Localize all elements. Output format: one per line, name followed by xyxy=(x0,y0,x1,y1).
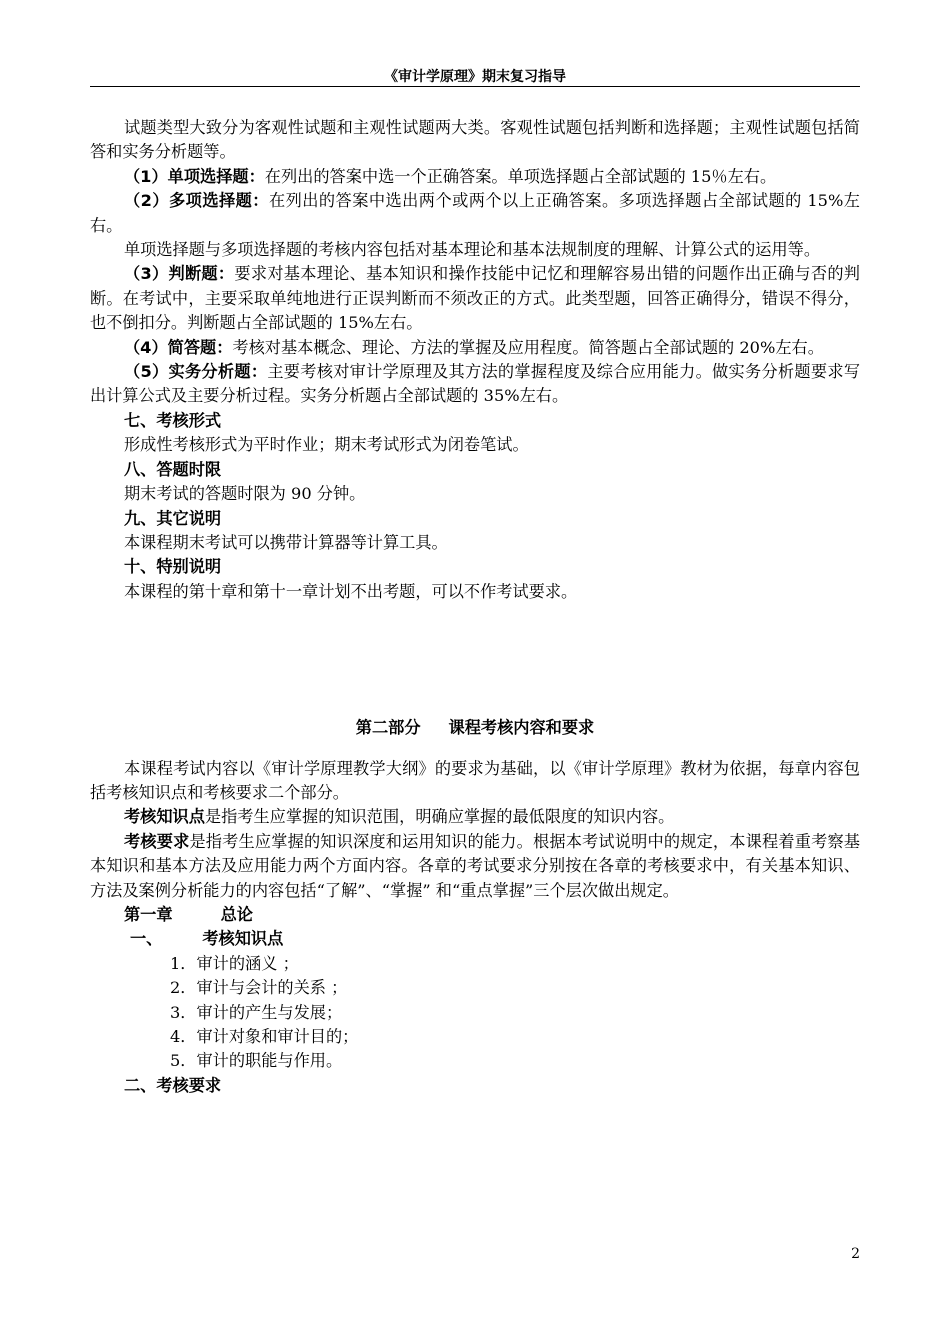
list-item: 2．审计与会计的关系 ； xyxy=(170,978,348,998)
chapter-1-section-2-heading: 二、考核要求 xyxy=(124,1075,222,1095)
list-item: 3．审计的产生与发展； xyxy=(170,1002,343,1022)
question-type-2-label: （2）多项选择题： xyxy=(124,191,269,211)
part-two-label: 第二部分 xyxy=(355,718,421,738)
question-type-1 xyxy=(90,165,860,189)
section-7-heading: 七、考核形式 xyxy=(124,410,222,430)
list-item: 1．审计的涵义 ； xyxy=(170,953,299,973)
knowledge-points-text: 是指考生应掌握的知识范围，明确应掌握的最低限度的知识内容。 xyxy=(204,807,675,827)
question-type-4-text: 考核对基本概念、理论、方法的掌握及应用程度。简答题占全部试题的 20%左右。 xyxy=(232,337,824,357)
document-body xyxy=(90,116,860,1098)
section-9-text: 本课程期末考试可以携带计算器等计算工具。 xyxy=(124,532,448,552)
chapter-1-section-1-heading xyxy=(90,927,860,951)
list-item: 4．审计对象和审计目的； xyxy=(170,1027,359,1046)
page-number: 2 xyxy=(851,1246,860,1262)
question-type-5-text: 主要考核对审计学原理及其方法的掌握程度及综合应用能力。做实务分析题要求写出计算公式及主要分析过程。实务分析题占全部试题的 35%左右。 xyxy=(90,362,861,406)
question-type-5-label: （5）实务分析题： xyxy=(124,362,268,382)
choice-note: 单项选择题与多项选择题的考核内容包括对基本理论和基本法规制度的理解、计算公式的运用等。 xyxy=(124,240,821,260)
chapter-1-title: 总论 xyxy=(220,904,253,924)
part-two-title xyxy=(90,716,860,740)
part-two-intro: 本课程考试内容以《审计学原理教学大纲》的要求为基础，以《审计学原理》教材为依据，每章内容包括考核知识点和考核要求二个部分。 xyxy=(90,758,860,802)
question-type-3 xyxy=(90,262,860,335)
question-type-5 xyxy=(90,360,860,409)
intro-paragraph: 试题类型大致分为客观性试题和主观性试题两大类。客观性试题包括判断和选择题；主观性试题包括简答和实务分析题等。 xyxy=(90,118,860,162)
question-type-2-text: 在列出的答案中选出两个或两个以上正确答案。多项选择题占全部试题的 15%左右。 xyxy=(90,191,860,235)
chapter-1-heading xyxy=(90,903,860,927)
question-type-2 xyxy=(90,189,860,238)
section-8-text: 期末考试的答题时限为 90 分钟。 xyxy=(124,484,366,504)
question-type-3-text: 要求对基本理论、基本知识和操作技能中记忆和理解容易出错的问题作出正确与否的判断。在考试中，主要采取单纯地进行正误判断而不须改正的方式。此类型题，回答正确得分，错误不得分，也不倒扣分。判断题占全部试题的 15%左右。 xyxy=(90,264,860,333)
part-two-name: 课程考核内容和要求 xyxy=(448,718,595,738)
requirements-definition xyxy=(90,830,860,903)
section-8-heading: 八、答题时限 xyxy=(124,459,222,479)
section-7-text: 形成性考核形式为平时作业；期末考试形式为闭卷笔试。 xyxy=(124,435,529,455)
section-10-text: 本课程的第十章和第十一章计划不出考题，可以不作考试要求。 xyxy=(124,581,578,601)
section-10-heading: 十、特别说明 xyxy=(124,557,222,577)
question-type-3-label: （3）判断题： xyxy=(124,264,235,284)
section-1-title: 考核知识点 xyxy=(202,929,284,949)
section-9-heading: 九、其它说明 xyxy=(124,508,222,528)
question-type-4-label: （4）简答题： xyxy=(124,337,233,357)
question-type-4 xyxy=(90,336,860,360)
page-header: 《审计学原理》期末复习指导 xyxy=(384,69,566,85)
knowledge-points-term: 考核知识点 xyxy=(124,807,205,827)
question-type-1-text: 在列出的答案中选一个正确答案。单项选择题占全部试题的 15％左右。 xyxy=(264,166,777,186)
question-type-1-label: （1）单项选择题： xyxy=(124,166,265,186)
section-1-number: 一、 xyxy=(130,929,163,949)
header-rule xyxy=(90,86,860,87)
chapter-1-label: 第一章 xyxy=(124,904,173,924)
requirements-text: 是指考生应掌握的知识深度和运用知识的能力。根据本考试说明中的规定，本课程着重考察基本知识和基本方法及应用能力两个方面内容。各章的考试要求分别按在各章的考核要求中，有关基本知识、方法及案例分析能力的内容包括“了解”、“掌握” 和“重点掌握”三个层次做出规定。 xyxy=(90,831,860,900)
list-item: 5．审计的职能与作用。 xyxy=(170,1051,343,1071)
requirements-term: 考核要求 xyxy=(124,831,190,851)
knowledge-points-definition xyxy=(90,805,860,829)
